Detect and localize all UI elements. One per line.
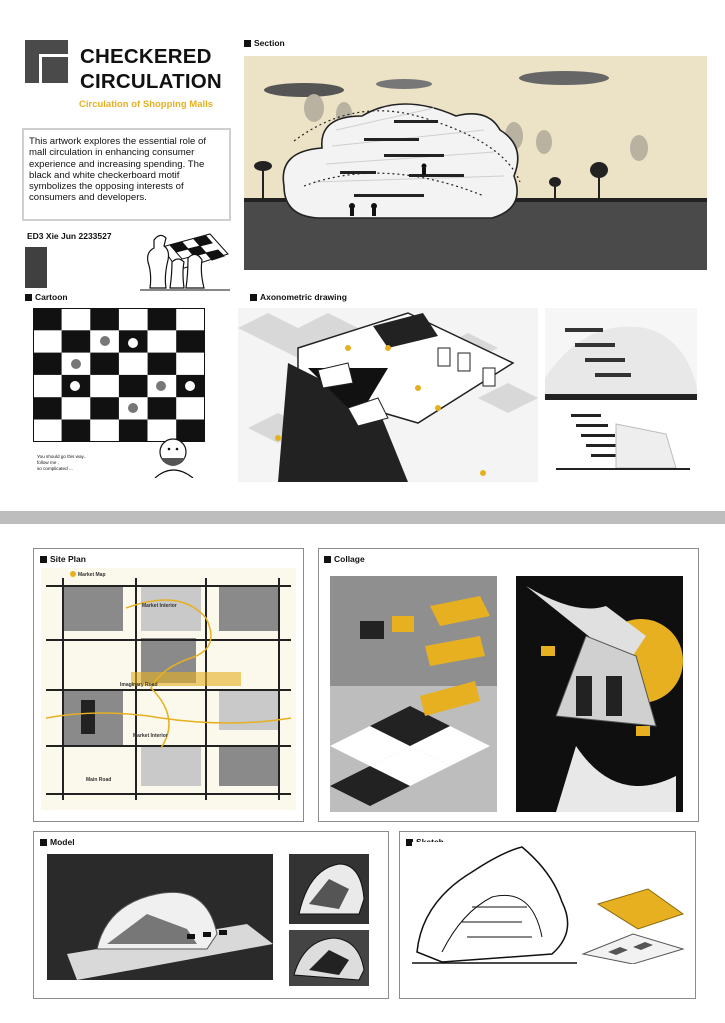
sketch-drawing-1 [412,842,577,966]
page-divider [0,512,725,524]
bullet-square-icon [25,294,32,301]
label-market-interior-2: Market Interior [133,733,168,739]
title-line-2: CIRCULATION [80,70,222,93]
section-drawing [244,56,707,270]
author-credit: ED3 Xie Jun 2233527 [27,231,112,241]
label-section [244,38,285,48]
cartoon-caption-line-1: You should go this way.. [37,454,87,459]
bullet-square-icon [324,556,331,563]
poster-subtitle: Circulation of Shopping Malls [79,99,214,110]
title-line-1: CHECKERED [80,45,212,68]
description-box: This artwork explores the essential role of mall circulation in enhancing consumer experience and increasing spending. The black and white checkerboard motif symbolizes the opposing interests of consumers and developers. [22,128,231,221]
label-cartoon [25,292,68,302]
axonometric-drawing [238,308,538,482]
sketch-drawing-2 [578,884,688,964]
label-model [40,837,75,847]
decorative-bar [25,247,47,288]
label-collage-text: Collage [334,554,365,564]
label-collage [324,554,365,564]
bullet-square-icon [40,839,47,846]
logo-icon [25,40,68,83]
model-photo-detail-2 [289,930,369,986]
cartoon-caption-line-3: so complicated ... [37,466,73,471]
section-detail-image-2 [556,404,690,472]
cartoon-caption-line-2: follow me , [37,460,59,465]
cartoon-checkerboard [33,308,205,442]
poster-page-2 [0,524,725,1023]
label-imaginary-road: Imaginary Road [120,682,158,688]
label-site-plan [40,554,86,564]
cartoon-panel [33,308,205,478]
cartoon-caption [37,454,86,472]
bullet-square-icon [244,40,251,47]
label-main-road: Main Road [86,777,112,783]
collage-image-2 [516,576,683,812]
collage-image-1 [330,576,497,812]
chess-figure-illustration [140,222,230,292]
label-axonometric-text: Axonometric drawing [260,292,347,302]
model-photo-main [47,854,273,980]
poster-title [80,44,222,94]
label-axonometric [250,292,347,302]
label-market-interior-1: Market Interior [142,603,177,609]
label-cartoon-text: Cartoon [35,292,68,302]
label-model-text: Model [50,837,75,847]
bullet-square-icon [40,556,47,563]
section-detail-image-1 [545,308,697,400]
bullet-square-icon [250,294,257,301]
label-site-plan-text: Site Plan [50,554,86,564]
model-photo-detail-1 [289,854,369,924]
cartoon-character [143,432,201,478]
label-market-map: Market Map [78,572,106,578]
label-section-text: Section [254,38,285,48]
